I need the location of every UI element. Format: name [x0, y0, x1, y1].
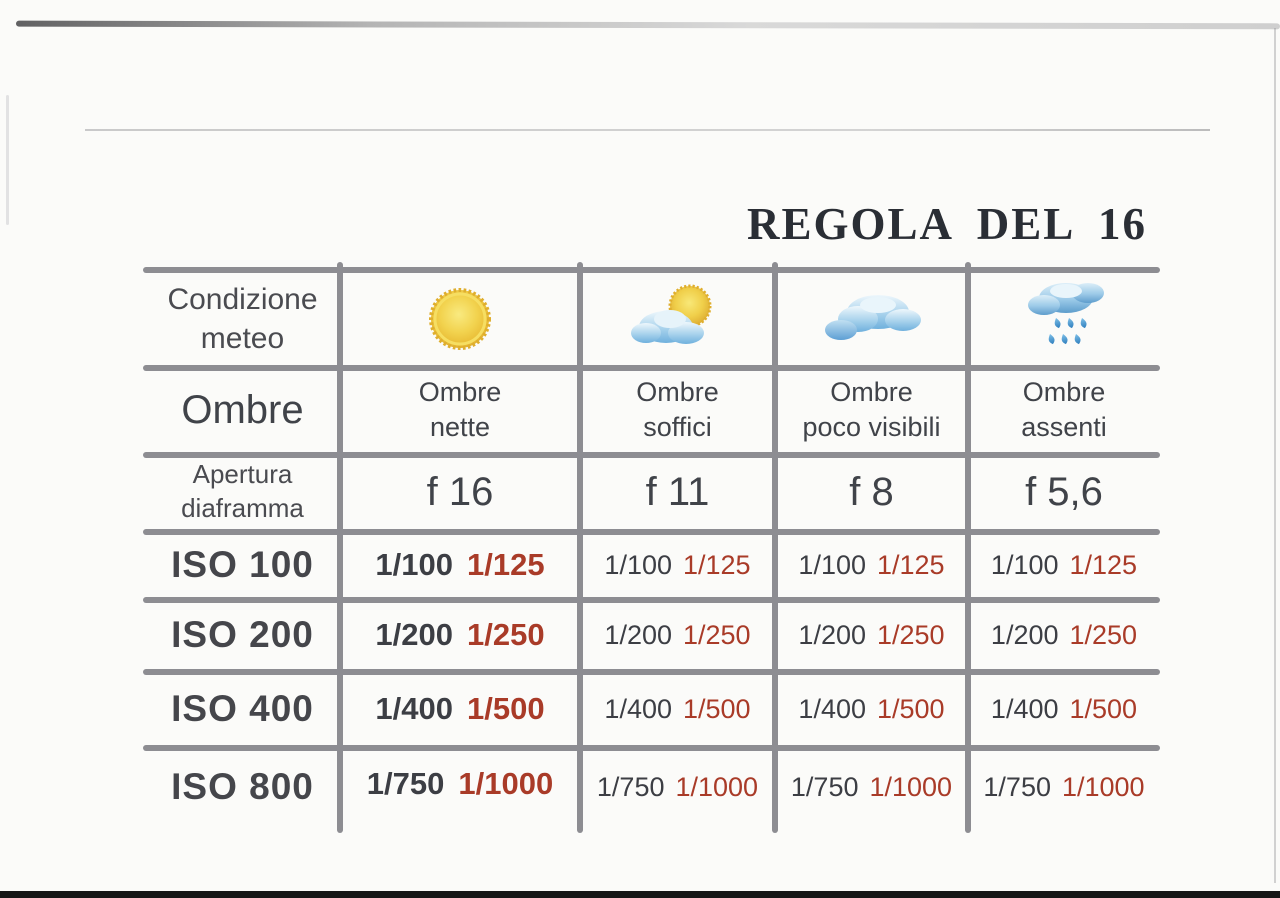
iso-100-label: ISO 100 — [171, 544, 314, 585]
clouds-icon — [816, 286, 928, 352]
shutter-cell — [968, 675, 1160, 743]
iso-800-label: ISO 800 — [171, 766, 314, 807]
shadow-header-assenti: Ombre assenti — [1021, 376, 1107, 442]
shutter-alt: 1/125 — [1069, 549, 1138, 580]
shutter-base: 1/750 — [790, 771, 859, 802]
shutter-base: 1/100 — [990, 549, 1059, 580]
shutter-alt: 1/1000 — [458, 766, 554, 801]
scan-top-page-edge — [16, 21, 1280, 30]
shutter-base: 1/100 — [604, 549, 672, 580]
shutter-alt: 1/500 — [467, 691, 545, 726]
shutter-alt: 1/125 — [467, 547, 545, 582]
shutter-alt: 1/125 — [683, 549, 751, 580]
shutter-cell — [968, 535, 1160, 595]
shutter-cell — [775, 751, 968, 823]
shutter-alt: 1/250 — [683, 619, 751, 650]
page-title: REGOLA DEL 16 — [746, 199, 1148, 249]
shadow-header-nette: Ombre nette — [418, 376, 502, 442]
shutter-cell — [580, 751, 775, 823]
shutter-alt: 1/500 — [683, 693, 751, 724]
shutter-alt: 1/500 — [877, 693, 945, 724]
exposure-table — [145, 270, 1160, 830]
shutter-cell — [775, 603, 968, 667]
shutter-base: 1/200 — [375, 617, 453, 652]
sun-icon — [424, 283, 496, 355]
scan-faint-line — [85, 129, 1210, 131]
shadow-header-soffici: Ombre soffici — [636, 376, 719, 442]
shutter-base: 1/100 — [375, 547, 453, 582]
shutter-cell — [775, 675, 968, 743]
scan-left-page-edge — [6, 95, 9, 225]
iso-400-label: ISO 400 — [171, 688, 314, 729]
scan-right-page-edge — [1274, 28, 1276, 883]
shutter-cell — [580, 675, 775, 743]
shutter-base: 1/400 — [798, 693, 866, 724]
aperture-f56: f 5,6 — [1025, 469, 1103, 514]
shutter-alt: 1/250 — [877, 619, 945, 650]
shutter-base: 1/750 — [366, 766, 445, 801]
shutter-alt: 1/125 — [877, 549, 945, 580]
shutter-alt: 1/1000 — [1061, 771, 1145, 802]
shutter-cell — [340, 748, 580, 820]
shutter-base: 1/750 — [596, 771, 665, 802]
shutter-base: 1/200 — [604, 619, 672, 650]
aperture-f8: f 8 — [849, 469, 894, 514]
ombre-row-label: Ombre — [181, 387, 304, 432]
shutter-cell — [340, 675, 580, 743]
shutter-base: 1/100 — [798, 549, 866, 580]
shutter-alt: 1/250 — [467, 617, 545, 652]
shutter-cell — [968, 603, 1160, 667]
shutter-base: 1/750 — [983, 771, 1051, 802]
aperture-f16: f 16 — [426, 469, 494, 514]
shutter-base: 1/400 — [990, 693, 1059, 724]
shadow-header-poco-visibili: Ombre poco visibili — [802, 376, 941, 442]
condition-meteo-label: Condizione meteo — [167, 283, 318, 355]
shutter-alt: 1/1000 — [675, 771, 759, 802]
shutter-alt: 1/500 — [1069, 693, 1138, 724]
shutter-cell — [580, 603, 775, 667]
weather-cell-partly-sunny — [580, 273, 775, 365]
shutter-cell — [968, 751, 1160, 823]
shutter-cell — [775, 535, 968, 595]
weather-cell-sun — [340, 273, 580, 365]
shutter-alt: 1/250 — [1069, 619, 1138, 650]
rain-cloud-icon — [1016, 278, 1112, 360]
shutter-base: 1/200 — [990, 619, 1059, 650]
scan-bottom-edge-bar — [0, 891, 1280, 898]
shutter-cell — [340, 535, 580, 595]
aperture-f11: f 11 — [645, 469, 710, 514]
shutter-cell — [340, 603, 580, 667]
weather-cell-rain — [968, 273, 1160, 365]
shutter-base: 1/400 — [375, 691, 453, 726]
shutter-base: 1/400 — [604, 693, 672, 724]
sun-behind-cloud-icon — [626, 281, 730, 357]
iso-200-label: ISO 200 — [171, 614, 314, 655]
weather-cell-cloudy — [775, 273, 968, 365]
shutter-base: 1/200 — [798, 619, 866, 650]
aperture-row-label: Apertura diaframma — [181, 459, 304, 523]
shutter-alt: 1/1000 — [869, 771, 953, 802]
shutter-cell — [580, 535, 775, 595]
